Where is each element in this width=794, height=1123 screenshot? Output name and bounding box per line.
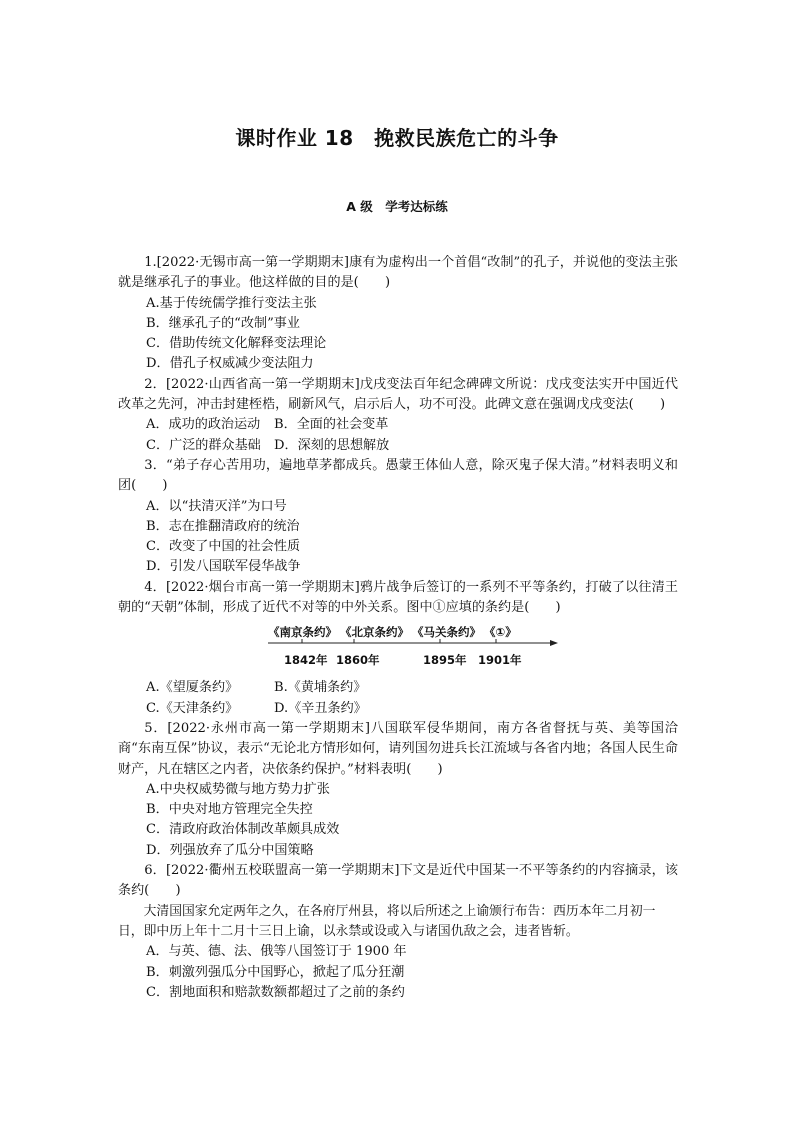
treaty-timeline <box>118 622 678 672</box>
question-2-options-row-2 <box>118 436 678 456</box>
question-3-option-c: C．改变了中国的社会性质 <box>146 539 301 555</box>
question-6-material: 大清国国家允定两年之久，在各府厅州县，将以后所述之上谕颁行布告：西历本年二月初一日，即中历上年十二月十三日上谕，以永禁或设或入与诸国仇敌之会，违者皆斩。 <box>118 903 656 939</box>
question-1-option-b: B．继承孔子的“改制”事业 <box>146 315 300 331</box>
question-4-options-row-1 <box>118 678 678 698</box>
question-4-options-row-2 <box>118 699 678 719</box>
question-6-option-c: C．割地面积和赔款数额都超过了之前的条约 <box>146 984 405 1000</box>
question-4-option-b: B.《黄埔条约》 <box>274 680 367 696</box>
question-5-option-d: D．列强放弃了瓜分中国策略 <box>146 842 314 858</box>
question-2-option-d: D．深刻的思想解放 <box>274 437 390 453</box>
question-6-stem: 6．[2022·衢州五校联盟高一第一学期期末]下文是近代中国某一不平等条约的内容摘录，该条约( ) <box>118 863 678 899</box>
question-1-option-d: D．借孔子权威减少变法阻力 <box>146 356 314 372</box>
timeline-year-1895: 1895年 <box>423 653 467 668</box>
timeline-treaty-nanjing: 《南京条约》 <box>268 625 337 640</box>
timeline-treaty-maguan: 《马关条约》 <box>412 625 481 640</box>
question-2-options-row-1 <box>118 415 678 435</box>
timeline-treaty-blank: 《①》 <box>484 625 517 640</box>
question-4-stem: 4．[2022·烟台市高一第一学期期末]鸦片战争后签订的一系列不平等条约，打破了以往清王朝的“天朝”体制，形成了近代不对等的中外关系。图中①应填的条约是( ) <box>118 579 678 616</box>
question-1-option-c: C．借助传统文化解释变法理论 <box>146 336 327 352</box>
question-3-option-d: D．引发八国联军侵华战争 <box>146 559 301 575</box>
question-2-option-a: A．成功的政治运动 <box>146 417 261 433</box>
question-5-stem: 5．[2022·永州市高一第一学期期末]八国联军侵华期间，南方各省督抚与英、美等国洽商“东南互保”协议，表示“无论北方情形如何，请列国勿进兵长江流域与各省内地；各国人民生命财产，凡在辖区之内者，决依条约保护。”材料表明( ) <box>118 720 678 777</box>
question-1-stem: 1.[2022·无锡市高一第一学期期末]康有为虚构出一个首倡“改制”的孔子，并说他的变法主张就是继承孔子的事业。他这样做的目的是( ) <box>118 255 678 291</box>
question-4-option-c: C.《天津条约》 <box>146 700 239 716</box>
page-title: 课时作业 18 挽救民族危亡的斗争 <box>235 126 559 150</box>
question-1-option-a: A.基于传统儒学推行变法主张 <box>146 295 317 311</box>
timeline-year-1860: 1860年 <box>336 653 380 668</box>
question-4-option-d: D.《辛丑条约》 <box>274 700 367 716</box>
timeline-treaty-beijing: 《北京条约》 <box>340 625 409 640</box>
question-5-option-b: B．中央对地方管理完全失控 <box>146 802 313 818</box>
question-2-option-b: B．全面的社会变革 <box>274 417 389 433</box>
question-list <box>118 253 678 1003</box>
timeline-arrow-icon <box>550 640 558 646</box>
section-heading: A 级 学考达标练 <box>346 199 448 214</box>
question-6-option-b: B．刺激列强瓜分中国野心，掀起了瓜分狂潮 <box>146 964 405 980</box>
question-2-stem: 2．[2022·山西省高一第一学期期末]戊戌变法百年纪念碑碑文所说：戊戌变法实开中国近代改革之先河，冲击封建桎梏，刷新风气，启示后人，功不可没。此碑文意在强调戊戌变法( ) <box>118 376 678 413</box>
question-3-option-a: A．以“扶清灭洋”为口号 <box>146 498 287 514</box>
timeline-year-1842: 1842年 <box>284 653 328 668</box>
question-5-option-c: C．清政府政治体制改革颇具成效 <box>146 822 340 838</box>
question-6-option-a: A．与英、德、法、俄等八国签订于 1900 年 <box>146 944 407 960</box>
question-3-stem: 3．“弟子存心苦用功，遍地草茅都成兵。愚蒙王体仙人意，除灭鬼子保大清。”材料表明义和团( ) <box>118 457 678 494</box>
question-3-option-b: B．志在推翻清政府的统治 <box>146 518 300 534</box>
question-5-option-a: A.中央权威势微与地方势力扩张 <box>146 781 330 797</box>
timeline-year-1901: 1901年 <box>478 653 522 668</box>
question-2-option-c: C．广泛的群众基础 <box>146 437 261 453</box>
question-4-option-a: A.《望厦条约》 <box>146 680 239 696</box>
